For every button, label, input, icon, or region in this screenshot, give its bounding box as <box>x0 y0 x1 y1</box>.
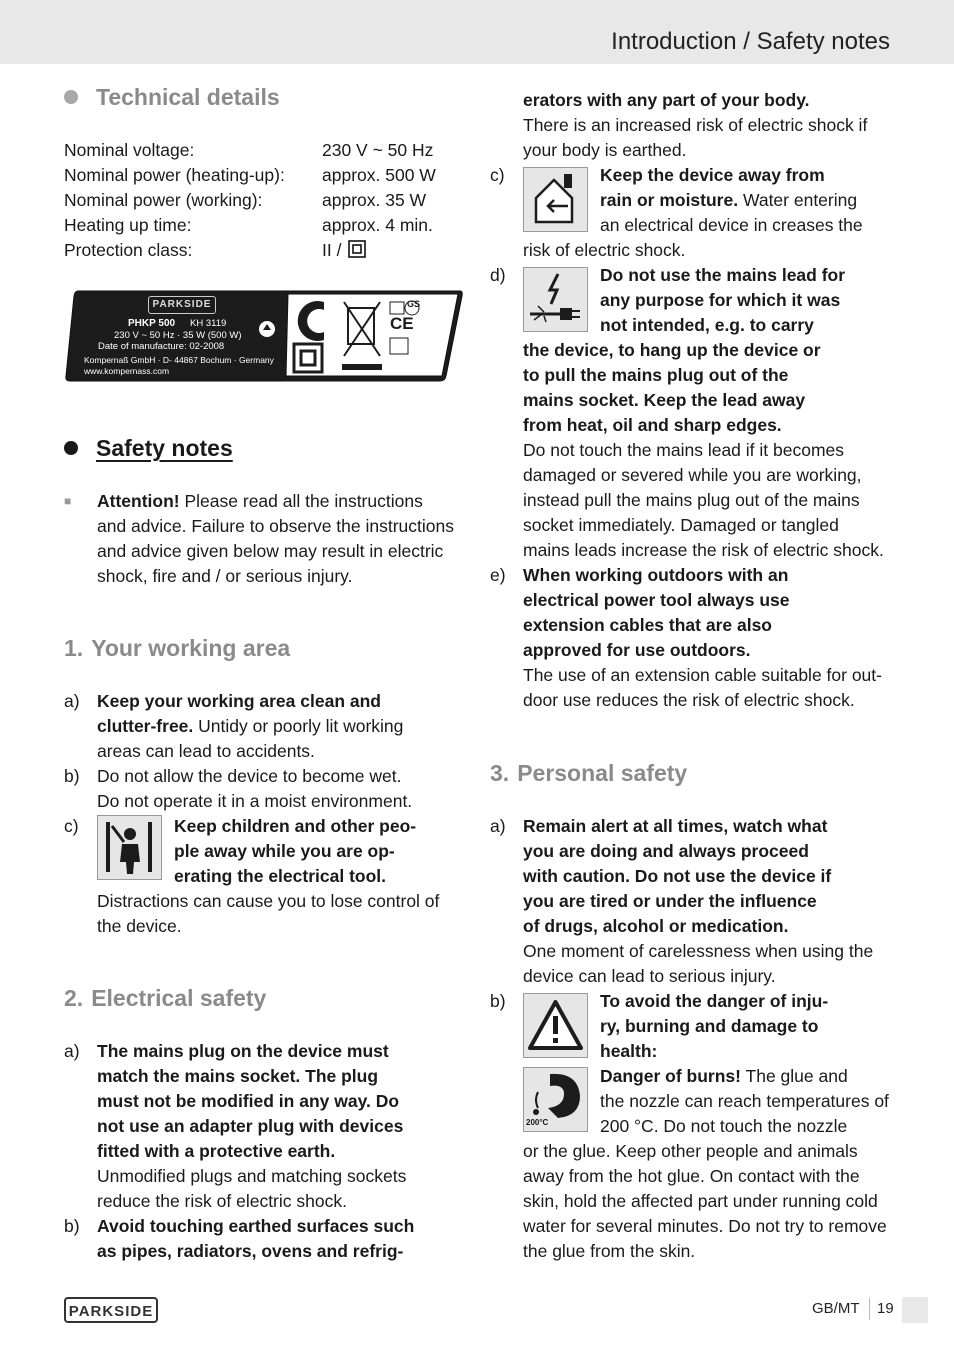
text-line: an electrical device in creases the <box>600 215 863 235</box>
item-letter: a) <box>64 1041 80 1061</box>
bold-line: the device, to hang up the device or <box>523 340 821 360</box>
bold-line: Do not use the mains lead for <box>600 265 846 285</box>
text-line: The use of an extension cable suitable for out- <box>523 665 882 685</box>
text-line: Do not touch the mains lead if it becomes <box>523 440 845 460</box>
plate-manufacture: Date of manufacture: 02-2008 <box>98 341 225 352</box>
hot-label: 200°C <box>526 1118 549 1127</box>
bold-line: The mains plug on the device must <box>97 1041 389 1061</box>
bold-line: fitted with a protective earth. <box>97 1141 336 1161</box>
hot-nozzle-icon <box>523 1067 588 1132</box>
text-line: risk of electric shock. <box>523 240 686 260</box>
safety-heading: Safety notes <box>64 435 233 462</box>
attention-line: Attention! Please read all the instructions <box>97 491 423 511</box>
bold-line: to pull the mains plug out of the <box>523 365 789 385</box>
ce-mark: CE <box>390 314 414 333</box>
rating-plate <box>64 290 464 382</box>
gs-mark: GS <box>407 299 421 309</box>
bold-line: not intended, e.g. to carry <box>600 315 814 335</box>
bold-line: Avoid touching earthed surfaces such <box>97 1216 415 1236</box>
item-letter: e) <box>490 565 506 585</box>
footer-locale: GB/MT <box>812 1300 860 1317</box>
spec-label: Protection class: <box>64 240 193 260</box>
text-line: Unmodified plugs and matching sockets <box>97 1166 407 1186</box>
mixed-line: rain or moisture. Water entering <box>600 190 858 210</box>
attention-line: and advice. Failure to observe the instructions <box>97 516 454 536</box>
bold-line: Remain alert at all times, watch what <box>523 816 828 836</box>
bold-line: match the mains socket. The plug <box>97 1066 379 1086</box>
text-line: One moment of carelessness when using the <box>523 941 874 961</box>
bullet-icon <box>64 90 78 104</box>
house-moisture-icon <box>523 167 588 232</box>
bold-line: health: <box>600 1041 658 1061</box>
technical-heading: Technical details <box>64 84 280 111</box>
text-line: or the glue. Keep other people and animals <box>523 1141 858 1161</box>
text-line: There is an increased risk of electric shock if <box>523 115 868 135</box>
spec-label: Nominal power (heating-up): <box>64 165 285 185</box>
bold-line: from heat, oil and sharp edges. <box>523 415 782 435</box>
text-line: socket immediately. Damaged or tangled <box>523 515 839 535</box>
bold-line: ple away while you are op- <box>174 841 395 861</box>
text-line: reduce the risk of electric shock. <box>97 1191 347 1211</box>
bold-line: Keep the device away from <box>600 165 825 185</box>
recycle-icon <box>258 320 276 338</box>
mixed-line: Danger of burns! The glue and <box>600 1066 848 1086</box>
electrical-heading: 2. Electrical safety <box>64 985 267 1011</box>
footer-logo: PARKSIDE <box>64 1297 158 1323</box>
bullet-icon <box>64 441 78 455</box>
bold-line: Keep your working area clean and <box>97 691 381 711</box>
spec-value: approx. 4 min. <box>322 215 433 235</box>
bold-line: To avoid the danger of inju- <box>600 991 829 1011</box>
bold-line: you are tired or under the influence <box>523 891 817 911</box>
text-line: skin, hold the affected part under running cold <box>523 1191 878 1211</box>
text-line: instead pull the mains plug out of the mains <box>523 490 860 510</box>
text-line: areas can lead to accidents. <box>97 741 315 761</box>
item-letter: b) <box>490 991 506 1011</box>
spec-label: Nominal voltage: <box>64 140 195 160</box>
bold-line: as pipes, radiators, ovens and refrig- <box>97 1241 404 1261</box>
bold-line: you are doing and always proceed <box>523 841 809 861</box>
item-letter: b) <box>64 766 80 786</box>
plate-model: PHKP 500 <box>128 318 176 329</box>
personal-heading: 3. Personal safety <box>490 760 688 786</box>
text-line: Do not allow the device to become wet. <box>97 766 402 786</box>
text-line: device can lead to serious injury. <box>523 966 776 986</box>
bold-line: any purpose for which it was <box>600 290 841 310</box>
warning-triangle-icon <box>523 993 588 1058</box>
item-letter: c) <box>64 816 79 836</box>
cable-spark-icon <box>523 267 588 332</box>
spec-value: II / <box>322 240 342 260</box>
attention-line: and advice given below may result in electric <box>97 541 444 561</box>
text-line: damaged or severed while you are working, <box>523 465 862 485</box>
text-line: 200 °C. Do not touch the nozzle <box>600 1116 848 1136</box>
text-line: door use reduces the risk of electric shock. <box>523 690 855 710</box>
bold-line: erators with any part of your body. <box>523 90 810 110</box>
bold-line: must not be modified in any way. Do <box>97 1091 400 1111</box>
footer-divider <box>869 1298 870 1320</box>
text-line: mains leads increase the risk of electric shock. <box>523 540 884 560</box>
spec-value: 230 V ~ 50 Hz <box>322 140 434 160</box>
plate-rating: 230 V ~ 50 Hz · 35 W (500 W) <box>114 330 242 341</box>
page-number: 19 <box>877 1300 894 1317</box>
text-line: your body is earthed. <box>523 140 687 160</box>
class-ii-icon <box>348 240 366 258</box>
plate-code: KH 3119 <box>190 318 227 329</box>
children-warning-icon <box>97 815 162 880</box>
plate-brand: PARKSIDE <box>148 296 216 314</box>
bold-line: extension cables that are also <box>523 615 772 635</box>
text-line: away from the hot glue. On contact with the <box>523 1166 860 1186</box>
bold-line: When working outdoors with an <box>523 565 789 585</box>
plate-company: Kompernaß GmbH · D- 44867 Bochum · Germany <box>84 355 274 365</box>
item-letter: d) <box>490 265 506 285</box>
bold-line: ry, burning and damage to <box>600 1016 819 1036</box>
item-letter: b) <box>64 1216 80 1236</box>
page-title: Introduction / Safety notes <box>611 28 890 55</box>
text-line: the glue from the skin. <box>523 1241 696 1261</box>
spec-label: Nominal power (working): <box>64 190 263 210</box>
item-letter: a) <box>64 691 80 711</box>
text-line: Distractions can cause you to lose control of <box>97 891 440 911</box>
text-line: the device. <box>97 916 182 936</box>
plate-web: www.kompernass.com <box>84 366 170 376</box>
item-letter: a) <box>490 816 506 836</box>
spec-label: Heating up time: <box>64 215 192 235</box>
working-heading: 1. Your working area <box>64 635 291 661</box>
text-line: the nozzle can reach temperatures of <box>600 1091 889 1111</box>
bold-line: of drugs, alcohol or medication. <box>523 916 789 936</box>
bold-line: electrical power tool always use <box>523 590 790 610</box>
mixed-line: clutter-free. Untidy or poorly lit working <box>97 716 404 736</box>
spec-value: approx. 35 W <box>322 190 427 210</box>
spec-value: approx. 500 W <box>322 165 436 185</box>
bold-line: approved for use outdoors. <box>523 640 751 660</box>
text-line: water for several minutes. Do not try to remove <box>523 1216 887 1236</box>
bold-line: erating the electrical tool. <box>174 866 386 886</box>
bold-line: mains socket. Keep the lead away <box>523 390 806 410</box>
bold-line: Keep children and other peo- <box>174 816 417 836</box>
bold-line: not use an adapter plug with devices <box>97 1116 404 1136</box>
text-line: Do not operate it in a moist environment. <box>97 791 413 811</box>
square-bullet-icon: ■ <box>64 494 72 508</box>
item-letter: c) <box>490 165 505 185</box>
footer-tab-marker <box>902 1297 928 1323</box>
bold-line: with caution. Do not use the device if <box>523 866 832 886</box>
attention-line: shock, fire and / or serious injury. <box>97 566 353 586</box>
